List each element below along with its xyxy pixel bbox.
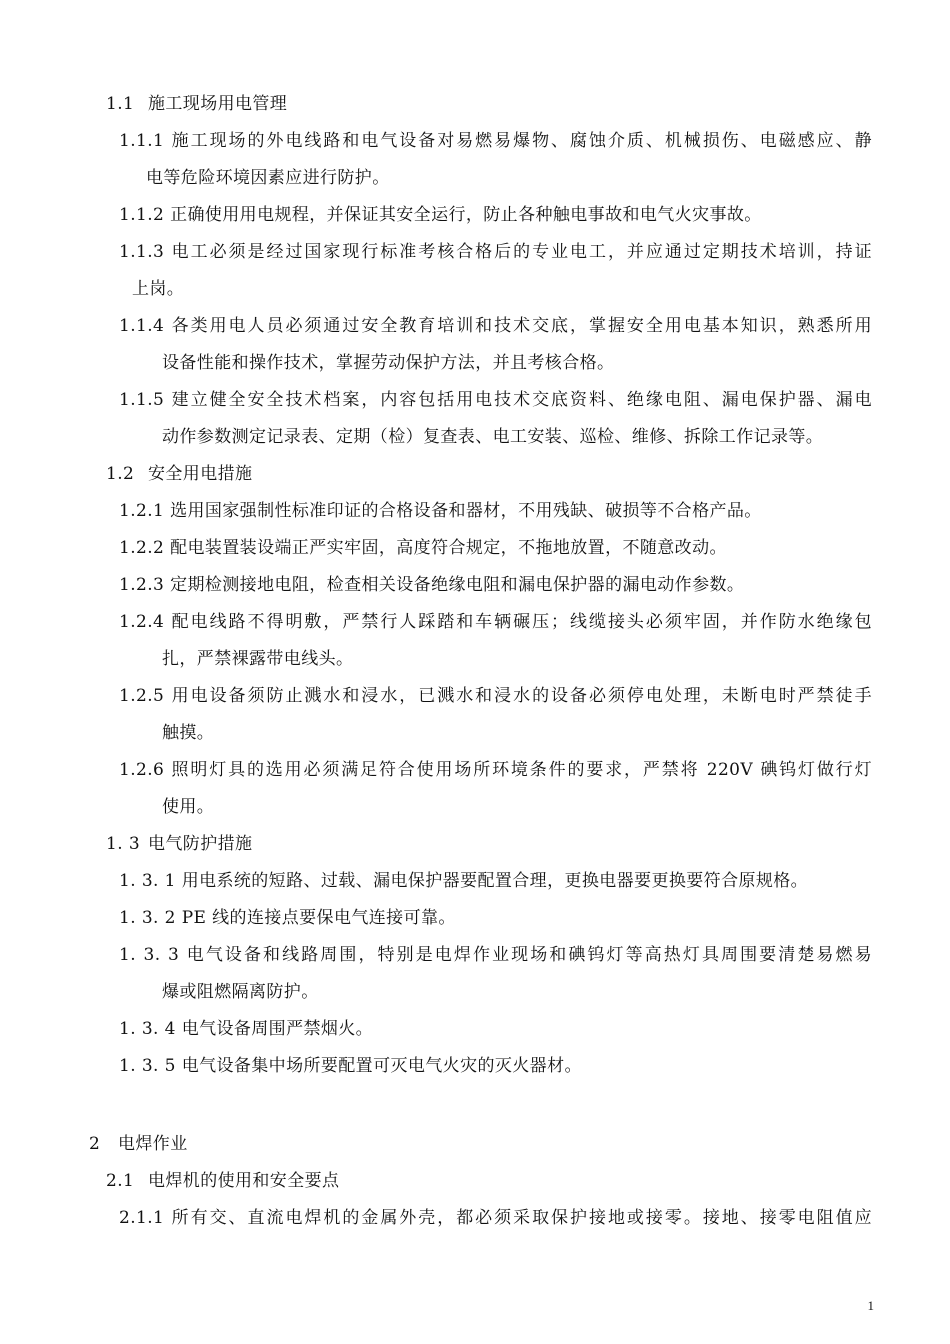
item-text: 定期检测接地电阻，检查相关设备绝缘电阻和漏电保护器的漏电动作参数。 — [170, 575, 745, 595]
heading-title: 施工现场用电管理 — [148, 94, 288, 114]
item-number: 1.2.5 — [119, 686, 165, 706]
heading-2-1 — [106, 1170, 339, 1192]
paragraph-1-3-2 — [119, 907, 456, 929]
paragraph-1-1-3-line2: 上岗。 — [132, 279, 185, 299]
heading-1-2 — [106, 463, 252, 485]
item-number: 1. 3. 2 — [119, 908, 176, 928]
item-text: 所有交、直流电焊机的金属外壳，都必须采取保护接地或接零。接地、接零电阻值应 — [171, 1208, 872, 1228]
heading-number: 1. 3 — [106, 834, 141, 854]
item-number: 1.1.3 — [119, 242, 165, 262]
item-number: 1.1.4 — [119, 316, 165, 336]
paragraph-1-2-3 — [119, 574, 744, 596]
paragraph-1-3-3-line1 — [119, 944, 872, 966]
item-text: 照明灯具的选用必须满足符合使用场所环境条件的要求，严禁将 220V 碘钨灯做行灯 — [171, 760, 872, 780]
item-text: 电气设备和线路周围，特别是电焊作业现场和碘钨灯等高热灯具周围要清楚易燃易 — [186, 945, 872, 965]
item-text: 各类用电人员必须通过安全教育培训和技术交底，掌握安全用电基本知识，熟悉所用 — [171, 316, 872, 336]
page-number: 1 — [867, 1298, 874, 1313]
paragraph-1-2-5-line1 — [119, 685, 872, 707]
heading-1-1 — [106, 93, 287, 115]
item-text: 施工现场的外电线路和电气设备对易燃易爆物、腐蚀介质、机械损伤、电磁感应、静 — [171, 131, 872, 151]
item-text: 选用国家强制性标准印证的合格设备和器材，不用残缺、破损等不合格产品。 — [170, 501, 762, 521]
heading-number: 1.2 — [106, 464, 135, 484]
heading-number: 2 — [89, 1134, 101, 1154]
item-number: 2.1.1 — [119, 1208, 165, 1228]
item-text: 电工必须是经过国家现行标准考核合格后的专业电工，并应通过定期技术培训，持证 — [171, 242, 872, 262]
item-number: 1.2.1 — [119, 501, 165, 521]
heading-number: 1.1 — [106, 94, 135, 114]
paragraph-1-2-2 — [119, 537, 727, 559]
item-text: 建立健全安全技术档案，内容包括用电技术交底资料、绝缘电阻、漏电保护器、漏电 — [171, 390, 872, 410]
paragraph-1-1-2 — [119, 204, 762, 226]
item-text: 电气设备集中场所要配置可灭电气火灾的灭火器材。 — [181, 1056, 582, 1076]
paragraph-1-2-6-line1 — [119, 759, 872, 781]
item-text: 配电装置装设端正严实牢固，高度符合规定，不拖地放置，不随意改动。 — [170, 538, 727, 558]
paragraph-1-2-1 — [119, 500, 762, 522]
item-number: 1.1.2 — [119, 205, 165, 225]
heading-2 — [89, 1133, 188, 1155]
item-number: 1.2.3 — [119, 575, 165, 595]
heading-title: 安全用电措施 — [148, 464, 253, 484]
item-number: 1. 3. 5 — [119, 1056, 176, 1076]
paragraph-1-2-4-line1 — [119, 611, 872, 633]
item-number: 1.2.2 — [119, 538, 165, 558]
item-text: 电气设备周围严禁烟火。 — [181, 1019, 374, 1039]
paragraph-1-1-4-line2: 设备性能和操作技术，掌握劳动保护方法，并且考核合格。 — [162, 353, 615, 373]
item-text: 用电系统的短路、过载、漏电保护器要配置合理，更换电器要更换要符合原规格。 — [181, 871, 809, 891]
item-text: 用电设备须防止溅水和浸水，已溅水和浸水的设备必须停电处理，未断电时严禁徒手 — [171, 686, 872, 706]
paragraph-1-1-1-line1 — [119, 130, 872, 152]
item-number: 1.1.1 — [119, 131, 165, 151]
item-number: 1.2.6 — [119, 760, 165, 780]
paragraph-1-3-1 — [119, 870, 808, 892]
paragraph-1-1-5-line1 — [119, 389, 872, 411]
item-text: 正确使用用电规程，并保证其安全运行，防止各种触电事故和电气火灾事故。 — [170, 205, 762, 225]
item-number: 1.2.4 — [119, 612, 165, 632]
item-text: 配电线路不得明敷，严禁行人踩踏和车辆碾压；线缆接头必须牢固，并作防水绝缘包 — [171, 612, 872, 632]
item-number: 1. 3. 4 — [119, 1019, 176, 1039]
heading-title: 电焊机的使用和安全要点 — [148, 1171, 340, 1191]
paragraph-1-3-3-line2: 爆或阻燃隔离防护。 — [162, 982, 319, 1002]
heading-number: 2.1 — [106, 1171, 135, 1191]
item-number: 1. 3. 1 — [119, 871, 176, 891]
heading-title: 电气防护措施 — [148, 834, 253, 854]
item-number: 1.1.5 — [119, 390, 165, 410]
paragraph-1-2-5-line2: 触摸。 — [162, 723, 215, 743]
heading-1-3 — [106, 833, 252, 855]
paragraph-1-1-4-line1 — [119, 315, 872, 337]
item-number: 1. 3. 3 — [119, 945, 180, 965]
item-text: PE 线的连接点要保电气连接可靠。 — [181, 908, 456, 928]
paragraph-1-3-5 — [119, 1055, 582, 1077]
paragraph-2-1-1-line1 — [119, 1207, 872, 1229]
paragraph-1-1-1-line2: 电等危险环境因素应进行防护。 — [146, 168, 390, 188]
paragraph-1-1-5-line2: 动作参数测定记录表、定期（检）复查表、电工安装、巡检、维修、拆除工作记录等。 — [162, 427, 824, 447]
paragraph-1-2-6-line2: 使用。 — [162, 797, 215, 817]
paragraph-1-1-3-line1 — [119, 241, 872, 263]
heading-title: 电焊作业 — [118, 1134, 188, 1154]
paragraph-1-2-4-line2: 扎，严禁裸露带电线头。 — [162, 649, 354, 669]
paragraph-1-3-4 — [119, 1018, 373, 1040]
